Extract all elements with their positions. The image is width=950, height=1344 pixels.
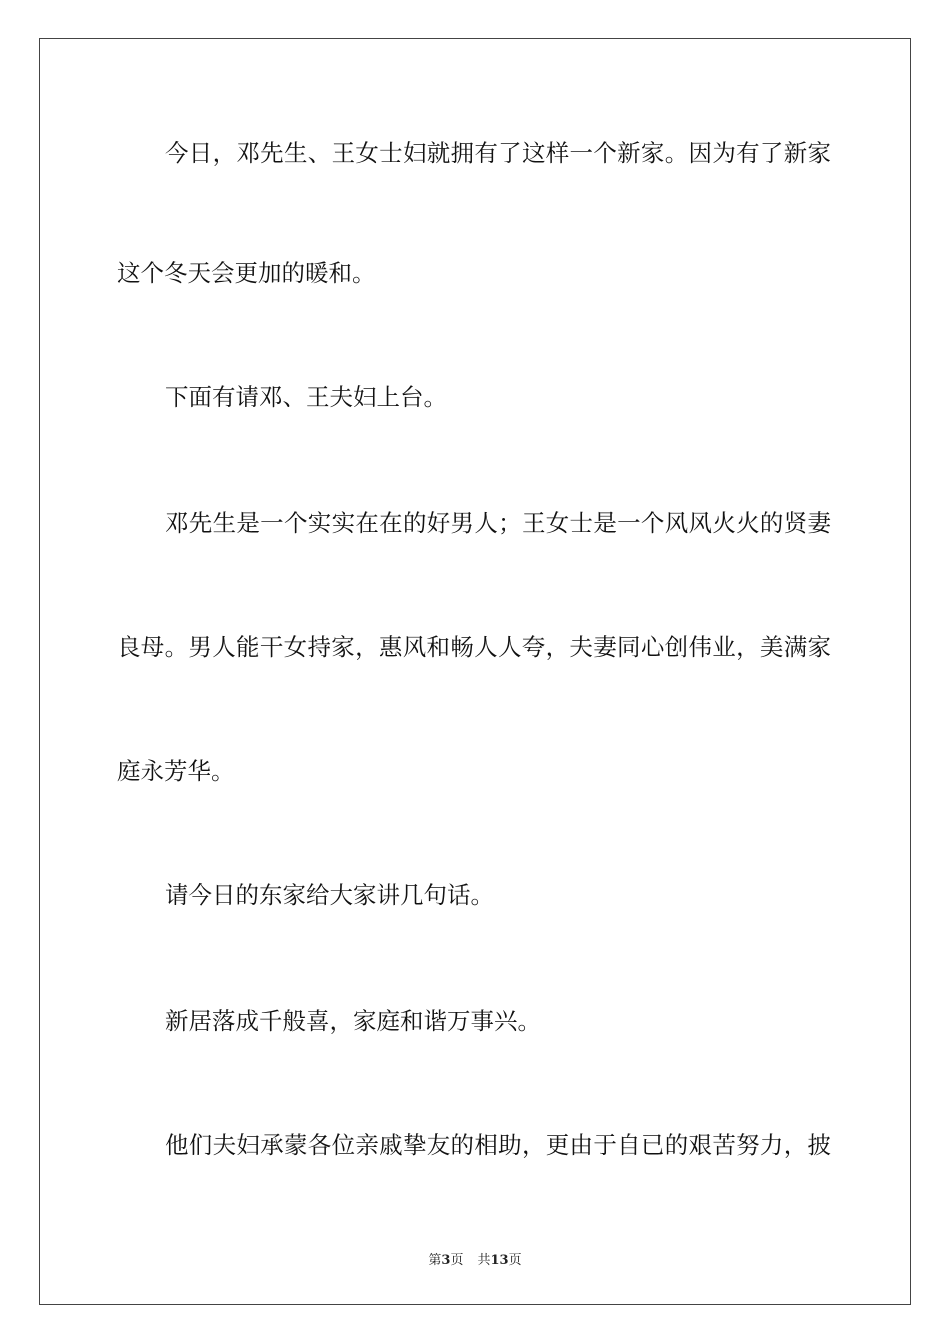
footer-page-prefix: 第 <box>428 1253 442 1268</box>
footer-page-total: 13 <box>490 1253 509 1268</box>
paragraph-line: 这个冬天会更加的暖和。 <box>117 259 376 287</box>
paragraph-line: 他们夫妇承蒙各位亲戚挚友的相助，更由于自已的艰苦努力，披 <box>165 1131 831 1159</box>
paragraph-line: 邓先生是一个实实在在的好男人；王女士是一个风风火火的贤妻 <box>165 509 831 537</box>
paragraph-line: 请今日的东家给大家讲几句话。 <box>165 881 494 909</box>
page-footer <box>0 1249 950 1268</box>
paragraph-line: 庭永芳华。 <box>117 757 235 785</box>
paragraph-line: 新居落成千般喜，家庭和谐万事兴。 <box>165 1007 541 1035</box>
paragraph-line: 下面有请邓、王夫妇上台。 <box>165 383 447 411</box>
page-border <box>39 38 911 1305</box>
footer-page-current: 3 <box>441 1253 451 1268</box>
footer-total-suffix: 页 <box>508 1253 522 1268</box>
footer-total-prefix: 共 <box>477 1253 491 1268</box>
paragraph-line: 今日，邓先生、王女士妇就拥有了这样一个新家。因为有了新家 <box>165 139 831 167</box>
paragraph-line: 良母。男人能干女持家，惠风和畅人人夸，夫妻同心创伟业，美满家 <box>117 633 831 661</box>
footer-page-suffix: 页 <box>450 1253 464 1268</box>
